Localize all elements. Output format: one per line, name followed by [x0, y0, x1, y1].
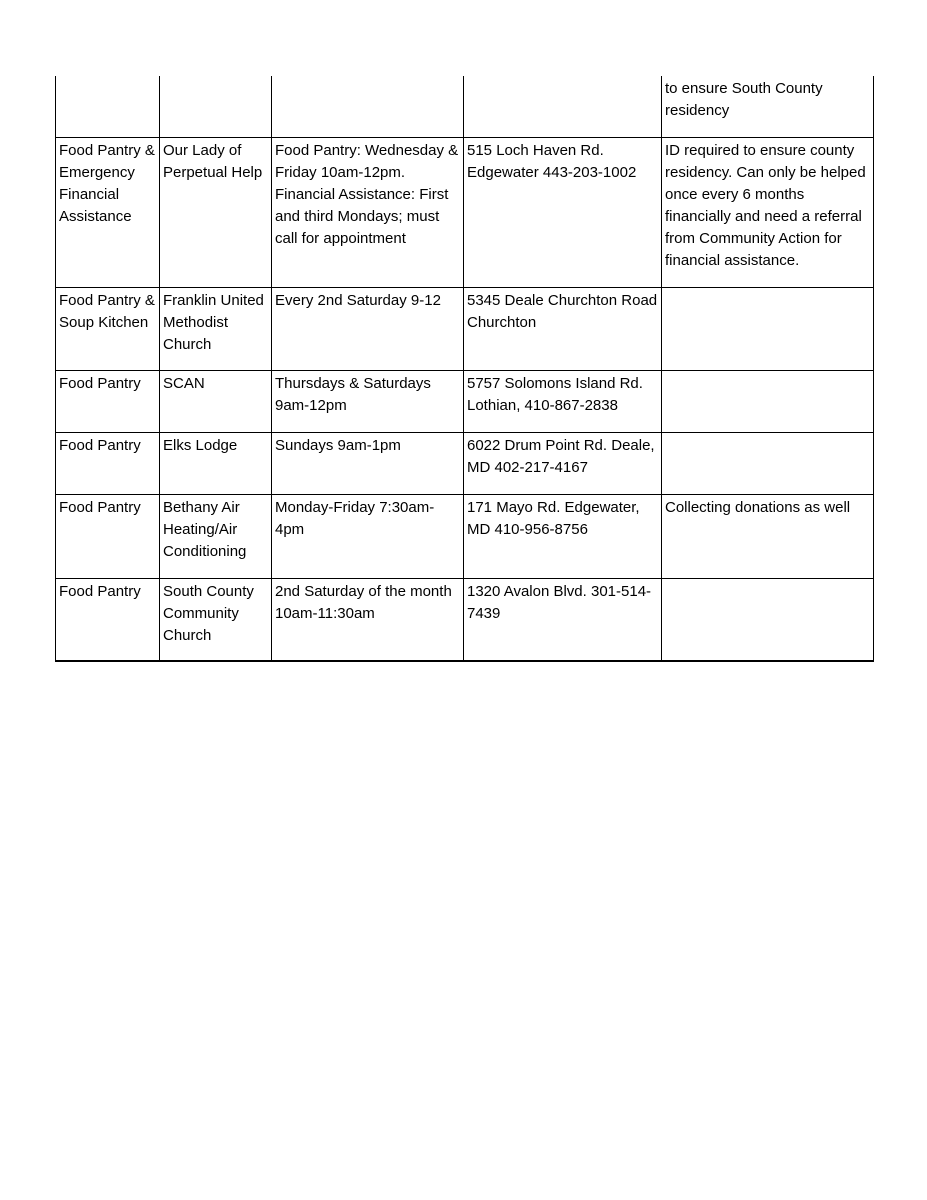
service-cell: Food Pantry: [56, 370, 160, 432]
service-cell: Food Pantry & Emergency Financial Assistance: [56, 137, 160, 287]
table-row: [56, 76, 874, 137]
table-row: [56, 432, 874, 494]
hours-cell: Thursdays & Saturdays 9am-12pm: [272, 370, 464, 432]
table-row: [56, 494, 874, 578]
hours-cell: 2nd Saturday of the month 10am-11:30am: [272, 578, 464, 661]
organization-cell: [160, 76, 272, 137]
table-row: [56, 578, 874, 661]
notes-cell: [662, 287, 874, 370]
hours-cell: Monday-Friday 7:30am-4pm: [272, 494, 464, 578]
hours-cell: [272, 76, 464, 137]
notes-cell: ID required to ensure county residency. Can only be helped once every 6 months financially and need a referral from Community Action for financial assistance.: [662, 137, 874, 287]
service-cell: Food Pantry: [56, 578, 160, 661]
hours-cell: Sundays 9am-1pm: [272, 432, 464, 494]
table-row: [56, 370, 874, 432]
service-cell: Food Pantry: [56, 432, 160, 494]
organization-cell: South County Community Church: [160, 578, 272, 661]
address-cell: 6022 Drum Point Rd. Deale, MD 402-217-4167: [464, 432, 662, 494]
organization-cell: Franklin United Methodist Church: [160, 287, 272, 370]
resource-table: [55, 76, 874, 662]
notes-cell: [662, 578, 874, 661]
address-cell: 171 Mayo Rd. Edgewater, MD 410-956-8756: [464, 494, 662, 578]
organization-cell: Bethany Air Heating/Air Conditioning: [160, 494, 272, 578]
notes-cell: [662, 370, 874, 432]
address-cell: [464, 76, 662, 137]
notes-cell: to ensure South County residency: [662, 76, 874, 137]
service-cell: Food Pantry: [56, 494, 160, 578]
organization-cell: Elks Lodge: [160, 432, 272, 494]
organization-cell: SCAN: [160, 370, 272, 432]
notes-cell: [662, 432, 874, 494]
address-cell: 1320 Avalon Blvd. 301-514-7439: [464, 578, 662, 661]
table-row: [56, 137, 874, 287]
organization-cell: Our Lady of Perpetual Help: [160, 137, 272, 287]
hours-cell: Food Pantry: Wednesday & Friday 10am-12pm. Financial Assistance: First and third Mondays; must call for appointment: [272, 137, 464, 287]
service-cell: Food Pantry & Soup Kitchen: [56, 287, 160, 370]
address-cell: 515 Loch Haven Rd. Edgewater 443-203-1002: [464, 137, 662, 287]
address-cell: 5345 Deale Churchton Road Churchton: [464, 287, 662, 370]
address-cell: 5757 Solomons Island Rd. Lothian, 410-867-2838: [464, 370, 662, 432]
table-row: [56, 287, 874, 370]
service-cell: [56, 76, 160, 137]
hours-cell: Every 2nd Saturday 9-12: [272, 287, 464, 370]
notes-cell: Collecting donations as well: [662, 494, 874, 578]
